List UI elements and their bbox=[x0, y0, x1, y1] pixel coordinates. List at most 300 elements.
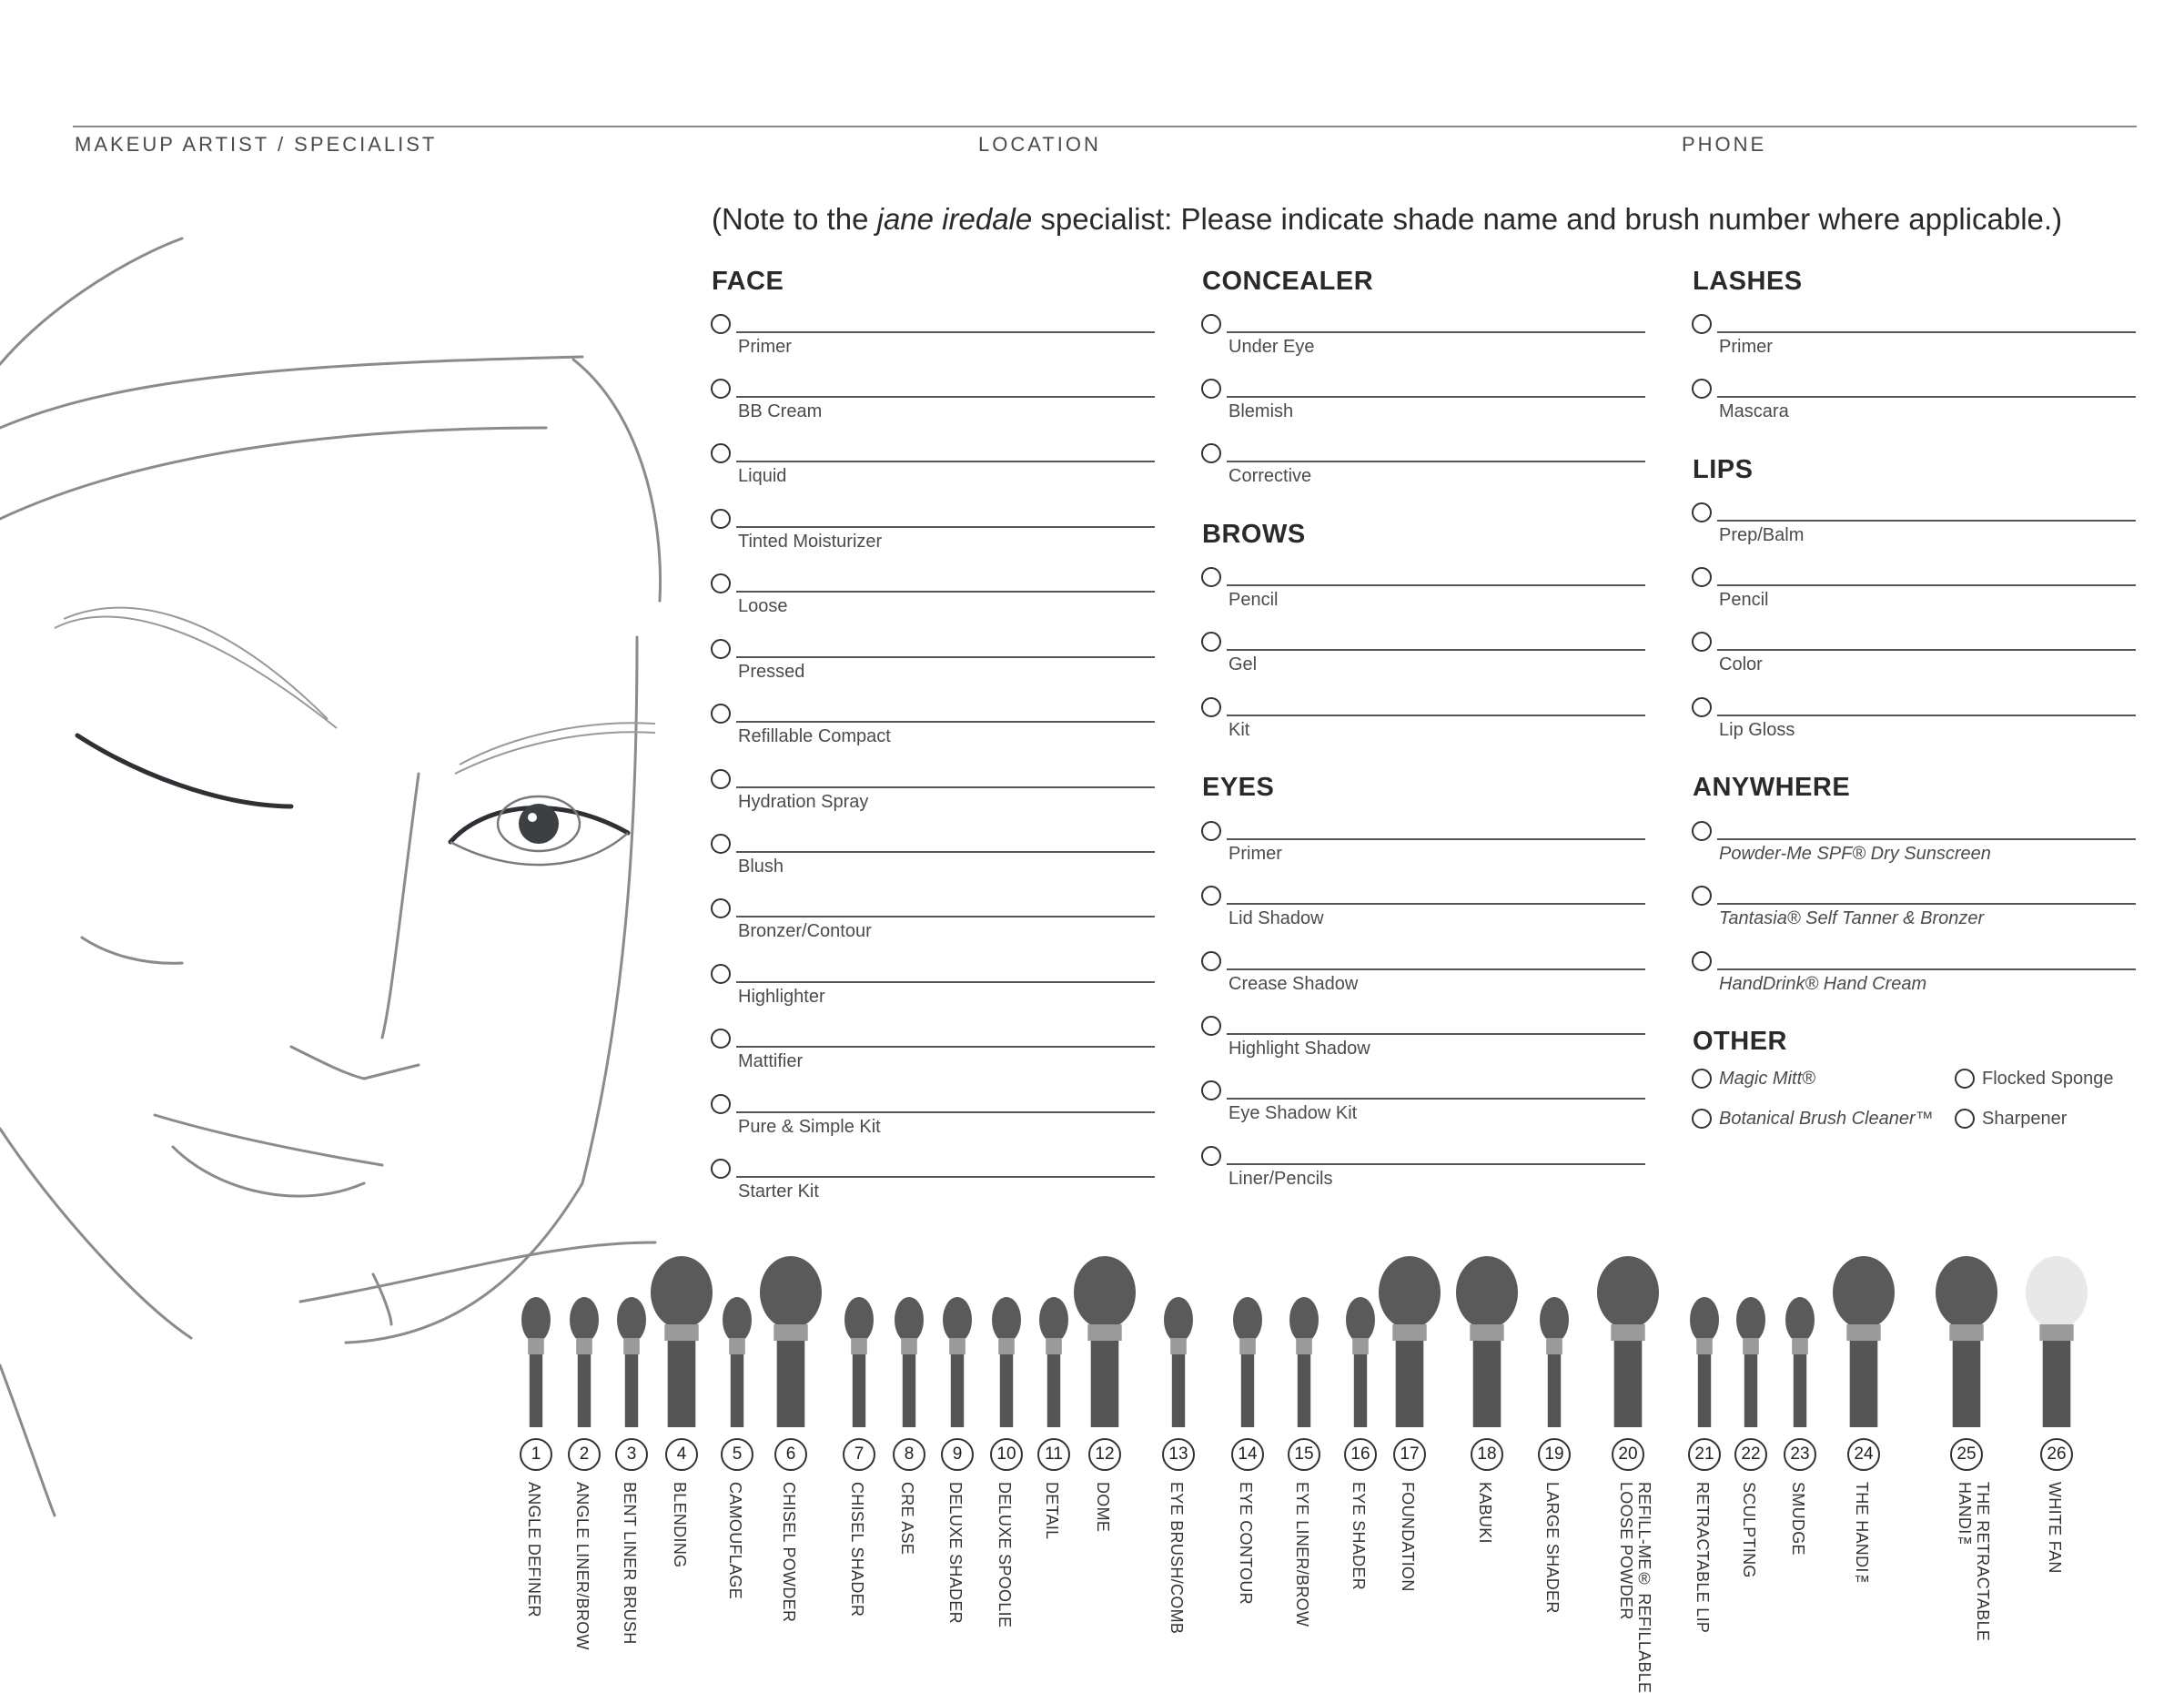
face-highlighter-line[interactable] bbox=[736, 981, 1155, 983]
face-pure-simple-kit-label: Pure & Simple Kit bbox=[738, 1117, 881, 1137]
face-primer-line[interactable] bbox=[736, 331, 1155, 333]
lashes-mascara-line[interactable] bbox=[1717, 396, 2136, 398]
face-item-mattifier bbox=[711, 1029, 1155, 1085]
face-pressed-checkbox[interactable] bbox=[711, 639, 731, 659]
face-item-hydration-spray bbox=[711, 769, 1155, 826]
eyes-item-eye-shadow-kit bbox=[1201, 1080, 1645, 1137]
brush-handle-11 bbox=[1047, 1354, 1060, 1427]
brush-ferrule-15 bbox=[1296, 1338, 1312, 1354]
brush-drawing-15 bbox=[1289, 1297, 1319, 1427]
phone-label: PHONE bbox=[1682, 133, 1767, 156]
brush-number-13: 13 bbox=[1162, 1438, 1195, 1471]
brush-drawing-26 bbox=[2026, 1256, 2088, 1427]
brush-name-19: LARGE SHADER bbox=[1543, 1482, 1562, 1614]
brush-number-23: 23 bbox=[1784, 1438, 1816, 1471]
brush-name-21: RETRACTABLE LIP bbox=[1694, 1482, 1712, 1634]
brush-ferrule-7 bbox=[851, 1338, 867, 1354]
face-item-starter-kit bbox=[711, 1159, 1155, 1215]
concealer-under-eye-checkbox[interactable] bbox=[1201, 314, 1221, 334]
anywhere-powder-me-label: Powder-Me SPF® Dry Sunscreen bbox=[1719, 844, 1991, 864]
anywhere-tantasia-line[interactable] bbox=[1717, 903, 2136, 905]
brush-handle-13 bbox=[1172, 1354, 1185, 1427]
brush-ferrule-14 bbox=[1239, 1338, 1256, 1354]
face-loose-checkbox[interactable] bbox=[711, 573, 731, 593]
brush-ferrule-11 bbox=[1046, 1338, 1062, 1354]
brush-head-2 bbox=[570, 1297, 599, 1343]
face-highlighter-label: Highlighter bbox=[738, 987, 825, 1007]
brush-drawing-9 bbox=[943, 1297, 972, 1427]
brush-drawing-14 bbox=[1233, 1297, 1262, 1427]
concealer-under-eye-line[interactable] bbox=[1227, 331, 1645, 333]
brush-name-10: DELUXE SPOOLIE bbox=[996, 1482, 1014, 1628]
brush-name-3: BENT LINER BRUSH bbox=[621, 1482, 639, 1645]
brows-item-kit bbox=[1201, 697, 1645, 754]
lips-item-prep-balm bbox=[1692, 502, 2136, 559]
lips-color-checkbox[interactable] bbox=[1692, 632, 1712, 652]
other-botanical-brush-cleaner-checkbox[interactable] bbox=[1692, 1109, 1712, 1129]
brushes-illustration bbox=[510, 1238, 2148, 1511]
brush-name-9: DELUXE SHADER bbox=[946, 1482, 965, 1624]
brush-ferrule-9 bbox=[949, 1338, 966, 1354]
brush-head-4 bbox=[651, 1256, 713, 1329]
brush-ferrule-19 bbox=[1546, 1338, 1562, 1354]
brush-ferrule-10 bbox=[998, 1338, 1015, 1354]
brush-drawing-1 bbox=[521, 1297, 551, 1427]
lips-lip-gloss-label: Lip Gloss bbox=[1719, 720, 1795, 740]
brush-number-1: 1 bbox=[520, 1438, 552, 1471]
brush-number-5: 5 bbox=[721, 1438, 753, 1471]
lashes-primer-label: Primer bbox=[1719, 337, 1773, 357]
face-liquid-label: Liquid bbox=[738, 466, 787, 486]
face-item-bronzer-contour bbox=[711, 898, 1155, 955]
brush-number-21: 21 bbox=[1688, 1438, 1721, 1471]
eyes-liner-pencils-checkbox[interactable] bbox=[1201, 1146, 1221, 1166]
face-bb-cream-line[interactable] bbox=[736, 396, 1155, 398]
anywhere-powder-me-checkbox[interactable] bbox=[1692, 821, 1712, 841]
lashes-mascara-checkbox[interactable] bbox=[1692, 379, 1712, 399]
brush-name-2: ANGLE LINER/BROW bbox=[573, 1482, 592, 1650]
brush-ferrule-3 bbox=[623, 1338, 640, 1354]
brush-ferrule-16 bbox=[1352, 1338, 1369, 1354]
eyes-crease-shadow-line[interactable] bbox=[1227, 968, 1645, 970]
brush-drawing-7 bbox=[844, 1297, 874, 1427]
lips-item-color bbox=[1692, 632, 2136, 688]
brush-head-9 bbox=[943, 1297, 972, 1343]
brush-drawing-19 bbox=[1540, 1297, 1569, 1427]
brush-name-23: SMUDGE bbox=[1789, 1482, 1807, 1556]
brush-number-15: 15 bbox=[1288, 1438, 1320, 1471]
face-bronzer-contour-label: Bronzer/Contour bbox=[738, 921, 872, 941]
other-section-title: OTHER bbox=[1693, 1027, 1787, 1056]
brush-name-24: THE HANDI™ bbox=[1853, 1482, 1871, 1592]
face-pressed-label: Pressed bbox=[738, 662, 805, 682]
brush-head-10 bbox=[992, 1297, 1021, 1343]
anywhere-item-tantasia bbox=[1692, 886, 2136, 942]
eyes-primer-line[interactable] bbox=[1227, 838, 1645, 840]
brush-drawing-21 bbox=[1690, 1297, 1719, 1427]
lips-prep-balm-label: Prep/Balm bbox=[1719, 525, 1805, 545]
lips-lip-gloss-line[interactable] bbox=[1717, 715, 2136, 716]
brush-drawing-25 bbox=[1936, 1256, 1997, 1427]
location-label: LOCATION bbox=[978, 133, 1101, 156]
lips-prep-balm-line[interactable] bbox=[1717, 520, 2136, 522]
eyes-primer-label: Primer bbox=[1228, 844, 1282, 864]
brush-drawing-2 bbox=[570, 1297, 599, 1427]
eyes-section-title: EYES bbox=[1202, 773, 1275, 802]
concealer-blemish-label: Blemish bbox=[1228, 401, 1294, 421]
brush-ferrule-4 bbox=[664, 1324, 698, 1341]
face-bb-cream-checkbox[interactable] bbox=[711, 379, 731, 399]
brush-handle-25 bbox=[1953, 1341, 1981, 1427]
face-item-refillable-compact bbox=[711, 704, 1155, 760]
anywhere-powder-me-line[interactable] bbox=[1717, 838, 2136, 840]
brush-handle-23 bbox=[1794, 1354, 1806, 1427]
brush-head-14 bbox=[1233, 1297, 1262, 1343]
brush-ferrule-1 bbox=[528, 1338, 544, 1354]
face-section-title: FACE bbox=[712, 267, 784, 296]
eyes-eye-shadow-kit-line[interactable] bbox=[1227, 1098, 1645, 1100]
makeup-artist-label: MAKEUP ARTIST / SPECIALIST bbox=[75, 133, 438, 156]
brush-handle-7 bbox=[853, 1354, 865, 1427]
brows-pencil-checkbox[interactable] bbox=[1201, 567, 1221, 587]
eyes-item-liner-pencils bbox=[1201, 1146, 1645, 1202]
eyes-highlight-shadow-label: Highlight Shadow bbox=[1228, 1039, 1370, 1059]
brush-number-24: 24 bbox=[1847, 1438, 1880, 1471]
header-rule bbox=[73, 126, 2137, 127]
note-suffix: specialist: Please indicate shade name and brush number where applicable.) bbox=[1032, 202, 2063, 236]
face-pressed-line[interactable] bbox=[736, 656, 1155, 658]
concealer-corrective-checkbox[interactable] bbox=[1201, 443, 1221, 463]
brush-ferrule-21 bbox=[1696, 1338, 1713, 1354]
brush-drawing-12 bbox=[1074, 1256, 1136, 1427]
brush-name-6: CHISEL POWDER bbox=[780, 1482, 798, 1623]
other-flocked-sponge-label: Flocked Sponge bbox=[1982, 1069, 2114, 1089]
brush-name-7: CHISEL SHADER bbox=[848, 1482, 866, 1617]
brush-handle-4 bbox=[668, 1341, 696, 1427]
brush-handle-15 bbox=[1298, 1354, 1310, 1427]
brush-ferrule-20 bbox=[1611, 1324, 1644, 1341]
face-starter-kit-label: Starter Kit bbox=[738, 1181, 819, 1201]
brush-drawing-6 bbox=[760, 1256, 822, 1427]
face-loose-label: Loose bbox=[738, 596, 788, 616]
brush-handle-18 bbox=[1473, 1341, 1502, 1427]
brush-head-12 bbox=[1074, 1256, 1136, 1329]
brush-head-3 bbox=[617, 1297, 646, 1343]
brush-ferrule-23 bbox=[1792, 1338, 1808, 1354]
eyes-crease-shadow-label: Crease Shadow bbox=[1228, 974, 1359, 994]
concealer-blemish-checkbox[interactable] bbox=[1201, 379, 1221, 399]
brush-drawing-10 bbox=[992, 1297, 1021, 1427]
lips-item-lip-gloss bbox=[1692, 697, 2136, 754]
brush-handle-10 bbox=[1000, 1354, 1013, 1427]
brush-head-1 bbox=[521, 1297, 551, 1343]
lips-color-line[interactable] bbox=[1717, 649, 2136, 651]
face-loose-line[interactable] bbox=[736, 591, 1155, 593]
brush-name-18: KABUKI bbox=[1476, 1482, 1494, 1544]
anywhere-tantasia-label: Tantasia® Self Tanner & Bronzer bbox=[1719, 908, 1985, 928]
lips-pencil-checkbox[interactable] bbox=[1692, 567, 1712, 587]
face-item-liquid bbox=[711, 443, 1155, 500]
lips-item-pencil bbox=[1692, 567, 2136, 623]
brush-handle-22 bbox=[1744, 1354, 1757, 1427]
face-liquid-checkbox[interactable] bbox=[711, 443, 731, 463]
lips-lip-gloss-checkbox[interactable] bbox=[1692, 697, 1712, 717]
eyes-eye-shadow-kit-checkbox[interactable] bbox=[1201, 1080, 1221, 1100]
brush-ferrule-26 bbox=[2039, 1324, 2073, 1341]
brows-pencil-line[interactable] bbox=[1227, 584, 1645, 586]
face-mattifier-line[interactable] bbox=[736, 1046, 1155, 1048]
brush-ferrule-24 bbox=[1846, 1324, 1880, 1341]
other-sharpener-checkbox[interactable] bbox=[1955, 1109, 1975, 1129]
brows-kit-checkbox[interactable] bbox=[1201, 697, 1221, 717]
other-magic-mitt-checkbox[interactable] bbox=[1692, 1069, 1712, 1089]
brows-gel-checkbox[interactable] bbox=[1201, 632, 1221, 652]
brush-number-4: 4 bbox=[665, 1438, 698, 1471]
brush-head-23 bbox=[1785, 1297, 1815, 1343]
anywhere-handdrink-checkbox[interactable] bbox=[1692, 951, 1712, 971]
brush-drawing-22 bbox=[1736, 1297, 1765, 1427]
face-mattifier-label: Mattifier bbox=[738, 1051, 804, 1071]
brush-drawing-16 bbox=[1346, 1297, 1375, 1427]
face-primer-label: Primer bbox=[738, 337, 792, 357]
concealer-corrective-line[interactable] bbox=[1227, 461, 1645, 462]
brush-number-3: 3 bbox=[615, 1438, 648, 1471]
brush-number-11: 11 bbox=[1037, 1438, 1070, 1471]
brush-head-22 bbox=[1736, 1297, 1765, 1343]
face-blush-label: Blush bbox=[738, 857, 784, 877]
face-refillable-compact-line[interactable] bbox=[736, 721, 1155, 723]
brush-ferrule-12 bbox=[1087, 1324, 1121, 1341]
brush-ferrule-2 bbox=[576, 1338, 592, 1354]
eyes-liner-pencils-label: Liner/Pencils bbox=[1228, 1169, 1333, 1189]
brush-drawing-17 bbox=[1379, 1256, 1441, 1427]
face-tinted-moisturizer-checkbox[interactable] bbox=[711, 509, 731, 529]
anywhere-handdrink-line[interactable] bbox=[1717, 968, 2136, 970]
brush-handle-24 bbox=[1850, 1341, 1878, 1427]
face-item-pressed bbox=[711, 639, 1155, 695]
brush-ferrule-18 bbox=[1470, 1324, 1503, 1341]
lips-pencil-label: Pencil bbox=[1719, 590, 1769, 610]
brush-ferrule-13 bbox=[1170, 1338, 1187, 1354]
anywhere-tantasia-checkbox[interactable] bbox=[1692, 886, 1712, 906]
brush-head-11 bbox=[1039, 1297, 1068, 1343]
brush-name-11: DETAIL bbox=[1043, 1482, 1061, 1540]
face-blush-line[interactable] bbox=[736, 851, 1155, 853]
brush-head-19 bbox=[1540, 1297, 1569, 1343]
brush-handle-26 bbox=[2043, 1341, 2071, 1427]
eyes-liner-pencils-line[interactable] bbox=[1227, 1163, 1645, 1165]
anywhere-handdrink-label: HandDrink® Hand Cream bbox=[1719, 974, 1927, 994]
brush-name-20: REFILL-ME® REFILLABLE LOOSE POWDER bbox=[1617, 1482, 1653, 1693]
face-refillable-compact-label: Refillable Compact bbox=[738, 726, 891, 746]
lashes-mascara-label: Mascara bbox=[1719, 401, 1789, 421]
face-pure-simple-kit-checkbox[interactable] bbox=[711, 1094, 731, 1114]
brush-name-8: CRE ASE bbox=[898, 1482, 916, 1556]
brush-handle-17 bbox=[1396, 1341, 1424, 1427]
concealer-item-corrective bbox=[1201, 443, 1645, 500]
face-bronzer-contour-checkbox[interactable] bbox=[711, 898, 731, 918]
concealer-corrective-label: Corrective bbox=[1228, 466, 1312, 486]
brush-number-25: 25 bbox=[1950, 1438, 1983, 1471]
brush-name-25: THE RETRACTABLE HANDI™ bbox=[1956, 1482, 1992, 1642]
brush-handle-2 bbox=[578, 1354, 591, 1427]
brush-drawing-11 bbox=[1039, 1297, 1068, 1427]
brush-head-18 bbox=[1456, 1256, 1518, 1329]
brush-number-17: 17 bbox=[1393, 1438, 1426, 1471]
brush-number-16: 16 bbox=[1344, 1438, 1377, 1471]
face-primer-checkbox[interactable] bbox=[711, 314, 731, 334]
brush-ferrule-5 bbox=[729, 1338, 745, 1354]
brush-handle-20 bbox=[1614, 1341, 1643, 1427]
brows-kit-line[interactable] bbox=[1227, 715, 1645, 716]
brush-drawing-8 bbox=[895, 1297, 924, 1427]
brush-head-16 bbox=[1346, 1297, 1375, 1343]
brush-drawing-13 bbox=[1164, 1297, 1193, 1427]
anywhere-item-powder-me bbox=[1692, 821, 2136, 877]
brush-drawing-24 bbox=[1833, 1256, 1895, 1427]
face-starter-kit-checkbox[interactable] bbox=[711, 1159, 731, 1179]
brows-section-title: BROWS bbox=[1202, 520, 1306, 549]
brush-handle-9 bbox=[951, 1354, 964, 1427]
brows-kit-label: Kit bbox=[1228, 720, 1250, 740]
brush-number-12: 12 bbox=[1088, 1438, 1121, 1471]
brush-head-24 bbox=[1833, 1256, 1895, 1329]
anywhere-section-title: ANYWHERE bbox=[1693, 773, 1851, 802]
brows-gel-label: Gel bbox=[1228, 654, 1258, 674]
brush-name-17: FOUNDATION bbox=[1399, 1482, 1417, 1592]
eyes-primer-checkbox[interactable] bbox=[1201, 821, 1221, 841]
brush-name-13: EYE BRUSH/COMB bbox=[1168, 1482, 1186, 1635]
brush-drawing-20 bbox=[1597, 1256, 1659, 1427]
lashes-item-primer bbox=[1692, 314, 2136, 370]
brush-head-13 bbox=[1164, 1297, 1193, 1343]
brush-ferrule-8 bbox=[901, 1338, 917, 1354]
anywhere-item-handdrink bbox=[1692, 951, 2136, 1008]
brush-number-7: 7 bbox=[843, 1438, 875, 1471]
brush-handle-14 bbox=[1241, 1354, 1254, 1427]
eyes-lid-shadow-checkbox[interactable] bbox=[1201, 886, 1221, 906]
specialist-note bbox=[712, 202, 2062, 237]
brush-drawing-3 bbox=[617, 1297, 646, 1427]
brush-head-21 bbox=[1690, 1297, 1719, 1343]
brush-head-8 bbox=[895, 1297, 924, 1343]
face-pure-simple-kit-line[interactable] bbox=[736, 1111, 1155, 1113]
eyes-item-crease-shadow bbox=[1201, 951, 1645, 1008]
other-flocked-sponge-checkbox[interactable] bbox=[1955, 1069, 1975, 1089]
brows-item-pencil bbox=[1201, 567, 1645, 623]
face-item-blush bbox=[711, 834, 1155, 890]
brush-handle-12 bbox=[1091, 1341, 1119, 1427]
face-liquid-line[interactable] bbox=[736, 461, 1155, 462]
brows-gel-line[interactable] bbox=[1227, 649, 1645, 651]
face-item-bb-cream bbox=[711, 379, 1155, 435]
face-tinted-moisturizer-line[interactable] bbox=[736, 526, 1155, 528]
eyes-item-lid-shadow bbox=[1201, 886, 1645, 942]
eyes-item-primer bbox=[1201, 821, 1645, 877]
brush-head-17 bbox=[1379, 1256, 1441, 1329]
lips-prep-balm-checkbox[interactable] bbox=[1692, 502, 1712, 522]
face-blush-checkbox[interactable] bbox=[711, 834, 731, 854]
lashes-primer-line[interactable] bbox=[1717, 331, 2136, 333]
brush-ferrule-25 bbox=[1949, 1324, 1983, 1341]
brush-handle-19 bbox=[1548, 1354, 1561, 1427]
lashes-primer-checkbox[interactable] bbox=[1692, 314, 1712, 334]
brush-head-7 bbox=[844, 1297, 874, 1343]
face-item-primer bbox=[711, 314, 1155, 370]
face-mattifier-checkbox[interactable] bbox=[711, 1029, 731, 1049]
brush-name-5: CAMOUFLAGE bbox=[726, 1482, 744, 1600]
face-bronzer-contour-line[interactable] bbox=[736, 916, 1155, 917]
brush-handle-5 bbox=[731, 1354, 743, 1427]
eyes-highlight-shadow-checkbox[interactable] bbox=[1201, 1016, 1221, 1036]
brush-number-2: 2 bbox=[568, 1438, 601, 1471]
brush-handle-21 bbox=[1698, 1354, 1711, 1427]
brush-name-1: ANGLE DEFINER bbox=[525, 1482, 543, 1617]
face-highlighter-checkbox[interactable] bbox=[711, 964, 731, 984]
lips-pencil-line[interactable] bbox=[1717, 584, 2136, 586]
note-prefix: (Note to the bbox=[712, 202, 877, 236]
brush-handle-6 bbox=[777, 1341, 805, 1427]
brush-head-20 bbox=[1597, 1256, 1659, 1329]
note-brand: jane iredale bbox=[876, 202, 1033, 236]
eyes-item-highlight-shadow bbox=[1201, 1016, 1645, 1072]
brush-number-8: 8 bbox=[893, 1438, 925, 1471]
brush-head-5 bbox=[723, 1297, 752, 1343]
face-hydration-spray-line[interactable] bbox=[736, 786, 1155, 788]
face-refillable-compact-checkbox[interactable] bbox=[711, 704, 731, 724]
brush-number-20: 20 bbox=[1612, 1438, 1644, 1471]
lashes-item-mascara bbox=[1692, 379, 2136, 435]
face-bb-cream-label: BB Cream bbox=[738, 401, 823, 421]
face-starter-kit-line[interactable] bbox=[736, 1176, 1155, 1178]
face-item-tinted-moisturizer bbox=[711, 509, 1155, 565]
concealer-blemish-line[interactable] bbox=[1227, 396, 1645, 398]
concealer-item-under-eye bbox=[1201, 314, 1645, 370]
other-magic-mitt-label: Magic Mitt® bbox=[1719, 1069, 1815, 1089]
face-hydration-spray-checkbox[interactable] bbox=[711, 769, 731, 789]
lips-color-label: Color bbox=[1719, 654, 1763, 674]
eyes-lid-shadow-line[interactable] bbox=[1227, 903, 1645, 905]
face-item-highlighter bbox=[711, 964, 1155, 1020]
brush-handle-16 bbox=[1354, 1354, 1367, 1427]
brush-number-18: 18 bbox=[1471, 1438, 1503, 1471]
face-item-pure-simple-kit bbox=[711, 1094, 1155, 1151]
brush-name-26: WHITE FAN bbox=[2046, 1482, 2064, 1574]
brush-drawing-18 bbox=[1456, 1256, 1518, 1427]
brush-name-4: BLENDING bbox=[671, 1482, 689, 1568]
brush-head-26 bbox=[2026, 1256, 2088, 1329]
eyes-crease-shadow-checkbox[interactable] bbox=[1201, 951, 1221, 971]
brush-name-15: EYE LINER/BROW bbox=[1293, 1482, 1311, 1627]
brush-handle-8 bbox=[903, 1354, 915, 1427]
brush-ferrule-22 bbox=[1743, 1338, 1759, 1354]
eyes-highlight-shadow-line[interactable] bbox=[1227, 1033, 1645, 1035]
brush-name-12: DOME bbox=[1094, 1482, 1112, 1533]
brush-handle-3 bbox=[625, 1354, 638, 1427]
brush-drawing-5 bbox=[723, 1297, 752, 1427]
lips-section-title: LIPS bbox=[1693, 455, 1754, 484]
brush-name-14: EYE CONTOUR bbox=[1237, 1482, 1255, 1605]
face-item-loose bbox=[711, 573, 1155, 630]
brush-drawing-23 bbox=[1785, 1297, 1815, 1427]
brush-number-19: 19 bbox=[1538, 1438, 1571, 1471]
concealer-under-eye-label: Under Eye bbox=[1228, 337, 1315, 357]
brush-head-15 bbox=[1289, 1297, 1319, 1343]
other-sharpener-label: Sharpener bbox=[1982, 1109, 2068, 1129]
eyes-eye-shadow-kit-label: Eye Shadow Kit bbox=[1228, 1103, 1358, 1123]
concealer-item-blemish bbox=[1201, 379, 1645, 435]
brows-pencil-label: Pencil bbox=[1228, 590, 1279, 610]
